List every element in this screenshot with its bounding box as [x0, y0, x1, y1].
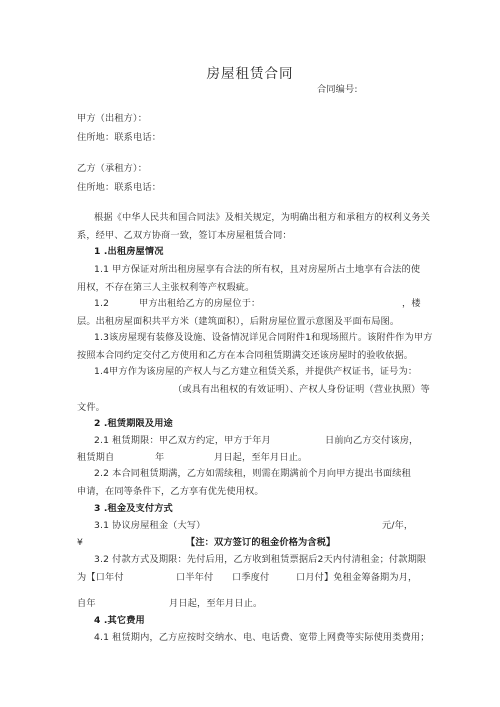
clause-2-1-line-1a: 2.1 租赁期限：甲乙双方约定，甲方于年月 — [94, 435, 271, 446]
clause-1-2-text: 甲方出租给乙方的房屋位于： — [139, 298, 261, 309]
clause-1-3-line-2: 按照本合同约定交付乙方使用和乙方在本合同租赁期满交还该房屋时的验收依据。 — [77, 350, 414, 361]
clause-3-2-option-half-year: 口半年付 — [176, 572, 214, 583]
clause-3-2-option-quarterly: 口季度付 — [232, 572, 270, 583]
party-a-label: 甲方（出租方）： — [77, 113, 148, 124]
clause-2-1-line-2a: 租赁期自 — [77, 452, 115, 463]
clause-1-2-number: 1.2 — [94, 298, 110, 309]
clause-1-4-line-2: （或具有出租权的有效证明）、产权人身份证明（营业执照）等 — [173, 384, 430, 395]
clause-2-1-line-2c: 月日起，至年月日止。 — [214, 452, 308, 463]
section-3-heading: 3 .租金及支付方式 — [94, 503, 173, 514]
clause-3-2-line-1: 3.2 付款方式及期限：先付后用，乙方收到租赁票据后2天内付清租金；付款期限 — [94, 554, 427, 565]
clause-3-1-tax-note: 【注：双方签订的租金价格为含税】 — [186, 537, 336, 548]
clause-1-2-line-2: 层。出租房屋面积共平方米（建筑面积），后附房屋位置示意图及平面布局图。 — [77, 316, 400, 327]
clause-1-4-line-1: 1.4甲方作为该房屋的产权人与乙方建立租赁关系，并提供产权证书，证号为： — [94, 366, 418, 377]
clause-1-4-line-3: 文件。 — [77, 402, 106, 413]
contract-number-label: 合同编号: — [317, 84, 358, 95]
clause-2-1-line-1b: 日前向乙方交付该房， — [325, 435, 419, 446]
clause-2-1-line-2b: 年 — [155, 452, 165, 463]
section-4-heading: 4 .其它费用 — [94, 615, 145, 626]
section-2-heading: 2 .租赁期限及用途 — [94, 418, 173, 429]
clause-3-1-line-1b: 元/年， — [382, 520, 414, 531]
clause-1-3-line-1: 1.3该房屋现有装修及设施、设备情况详见合同附件1和现场照片。该附件作为甲方 — [94, 332, 433, 343]
party-b-label: 乙方（承租方）： — [77, 163, 148, 174]
clause-1-1-line-2: 用权，不存在第三人主张权利等产权瑕疵。 — [77, 282, 255, 293]
clause-4-1-line-1: 4.1 租赁期内，乙方应按时交纳水、电、电话费、宽带上网费等实际使用类费用； — [94, 632, 430, 643]
clause-3-2-period-start: 自年 — [77, 598, 96, 609]
clause-3-1-line-1a: 3.1 协议房屋租金（大写） — [94, 520, 206, 531]
clause-3-2-option-monthly: 口月付】免租金筹备期为月， — [296, 572, 418, 583]
clause-3-1-yen-sign: ¥ — [77, 537, 83, 548]
clause-1-2-floor: ，楼 — [402, 298, 421, 309]
section-1-heading: 1 .出租房屋情况 — [94, 246, 164, 257]
clause-3-2-option-yearly: 为【口年付 — [77, 572, 124, 583]
party-b-address-phone: 住所地：联系电话： — [77, 182, 162, 193]
clause-1-1-line-1: 1.1 甲方保证对所出租房屋享有合法的所有权，且对房屋所占土地享有合法的使 — [94, 264, 421, 275]
preamble-line-2: 系，经甲、乙双方协商一致，签订本房屋租赁合同： — [77, 230, 292, 241]
clause-2-2-line-2: 申请，在同等条件下，乙方享有优先使用权。 — [77, 486, 264, 497]
clause-2-2-line-1: 2.2 本合同租赁期满，乙方如需续租，则需在期满前个月向甲方提出书面续租 — [94, 468, 411, 479]
page-title: 房屋租赁合同 — [206, 66, 294, 82]
party-a-address-phone: 住所地：联系电话： — [77, 132, 162, 143]
clause-3-2-period-end: 月日起，至年月日止。 — [169, 598, 263, 609]
preamble-line-1: 根据《中华人民共和国合同法》及相关规定，为明确出租方和承租方的权利义务关 — [94, 212, 431, 223]
